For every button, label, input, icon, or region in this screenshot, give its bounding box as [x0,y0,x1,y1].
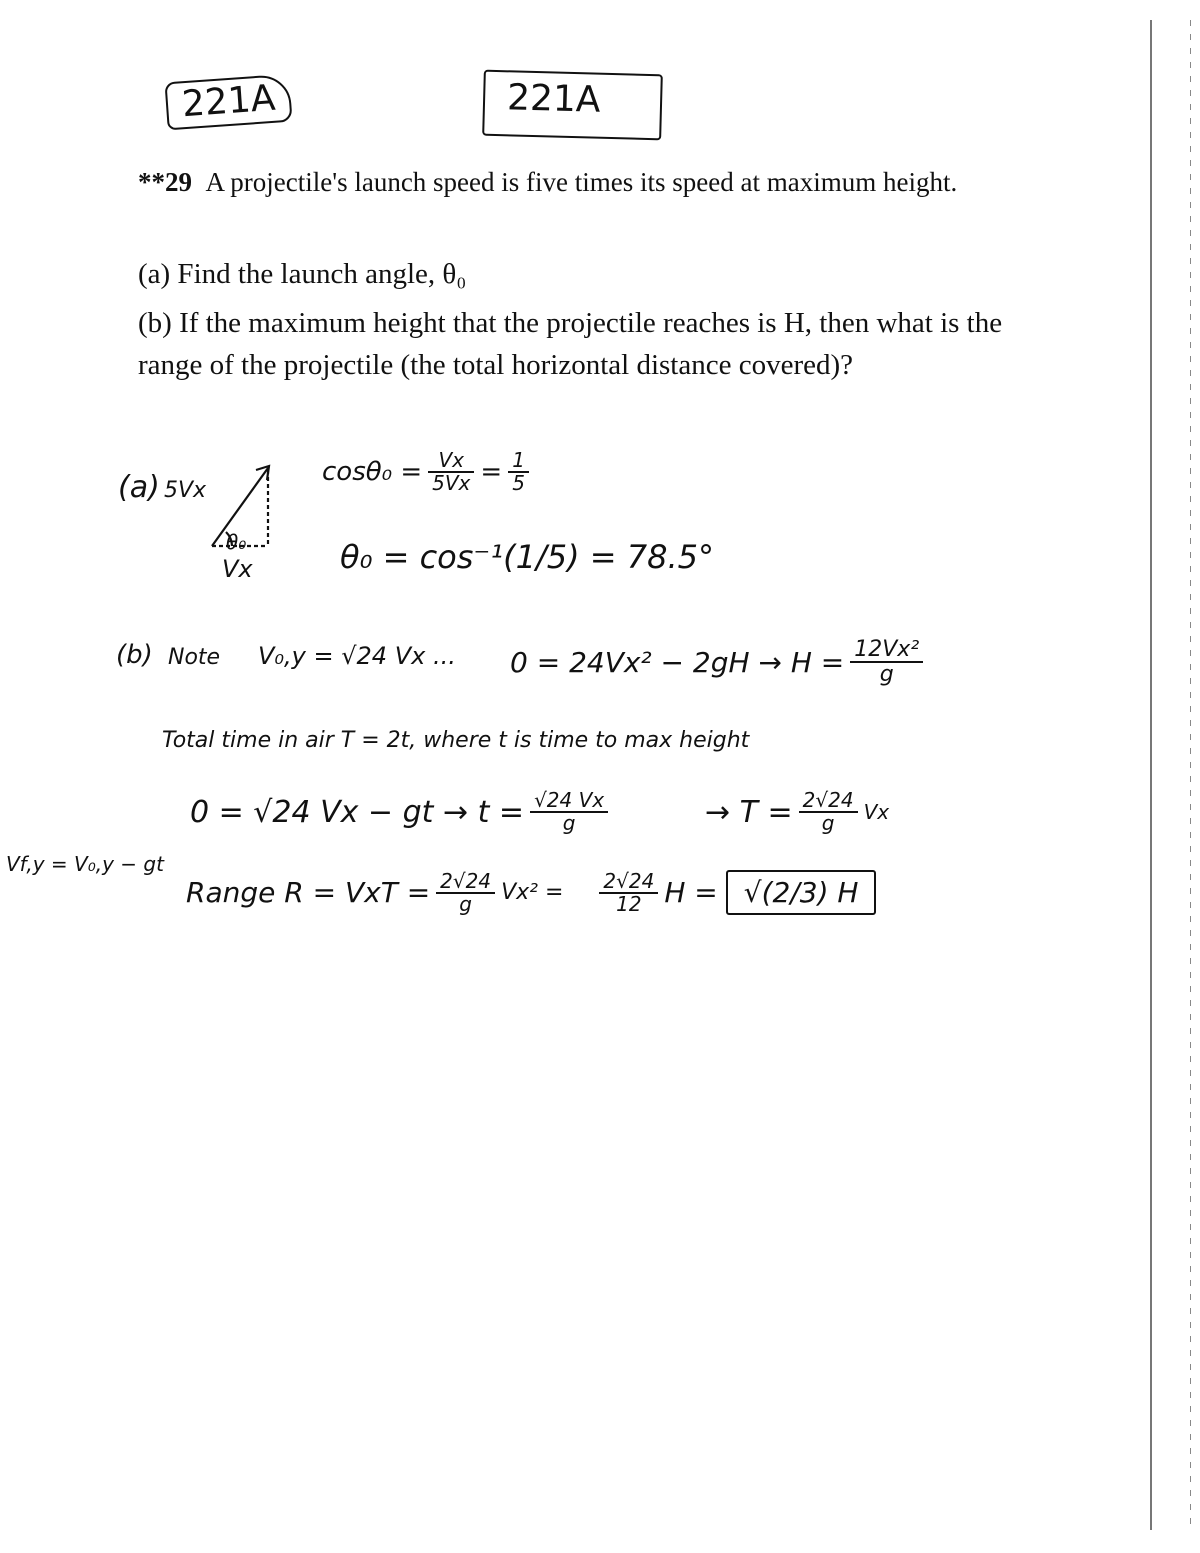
part-a-label: (a) [118,470,160,505]
theta-result: θ₀ = cos⁻¹(1/5) = 78.5° [340,538,714,576]
part-b-label: (b) [116,640,153,670]
time-equation: 0 = √24 Vx − gt → t = $\frac{√24 Vx}{g}$ [190,790,614,834]
voy-equation: V₀,y = √24 Vx ... [258,642,456,670]
height-equation: 0 = 24Vx² − 2gH → H = $\frac{\text{12Vx²}}{g}$ [510,638,929,686]
total-time-note: Total time in air T = 2t, where t is time to max height [162,728,750,753]
problem-number: **29 [138,167,192,197]
cos-equation: cosθ₀ = $\frac{Vx}{5Vx}$ = $\frac{1}{5}$ [322,450,535,494]
final-answer-box: √(2/3) H [726,870,877,915]
problem-part-a: (a) Find the launch angle, θ₀ [138,258,467,290]
course-stamp-right: 221A [482,70,663,140]
problem-text: A projectile's launch speed is five times its speed at maximum height. [205,167,958,197]
note-label: Note [168,645,221,670]
triangle-angle-label: θ₀ [226,530,247,554]
triangle-base-label: Vx [222,555,253,583]
triangle-hypotenuse-label: 5Vx [164,478,207,503]
total-time-equation: → T = $\frac{2√24}{g}$ Vx [705,788,890,835]
side-note: Vf,y = V₀,y − gt [6,852,164,876]
problem-part-b: (b) If the maximum height that the projectile reaches is H, then what is the range of the projectile (the total horizontal distance covered)? [138,307,1003,381]
range-equation: Range R = VxT = $\frac{2√24}{g}$ Vx² = $\frac{2√24}{12}$ H = √(2/3) H [186,870,876,915]
course-stamp-left: 221A [164,74,292,130]
